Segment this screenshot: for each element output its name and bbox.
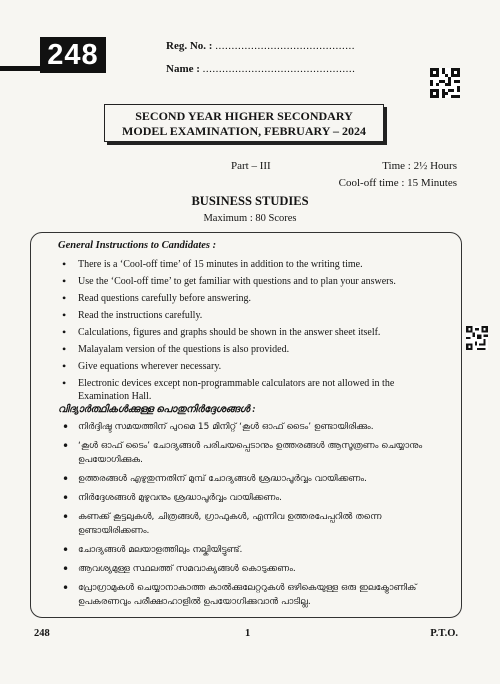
- maximum-score: Maximum : 80 Scores: [203, 213, 297, 224]
- reg-no-field: [166, 40, 355, 52]
- instructions-heading-ml: വിദ്യാർത്ഥികൾക്കുള്ള പൊതുനിർദ്ദേശങ്ങൾ :: [58, 404, 256, 415]
- instruction-item: • Use the ‘Cool-off time’ to get familiar with questions and to plan your answers.: [58, 275, 440, 288]
- instruction-item-ml: • ഉത്തരങ്ങൾ എഴുതുന്നതിന് മുമ്പ് ചോദ്യങ്ങൾ ശ്രദ്ധാപൂർവ്വം വായിക്കണം.: [58, 472, 440, 486]
- page-number: 1: [245, 628, 251, 639]
- instruction-item-ml: • ചോദ്യങ്ങൾ മലയാളത്തിലും നല്കിയിട്ടുണ്ട്.: [58, 543, 440, 557]
- instruction-item: • Malayalam version of the questions is also provided.: [58, 343, 440, 356]
- name-field: [166, 63, 355, 75]
- exam-part: Part – III: [231, 160, 271, 172]
- reg-no-dots: ...........................................: [215, 40, 355, 52]
- subject-title: BUSINESS STUDIES: [191, 194, 309, 208]
- qr-code-icon: [466, 326, 488, 350]
- instructions-list-ml: [58, 420, 440, 614]
- reg-no-label: Reg. No. :: [166, 40, 213, 52]
- instruction-item-ml: • ആവശ്യമുള്ള സ്ഥലത്ത് സമവാക്യങ്ങൾ കൊടുക്കണം.: [58, 562, 440, 576]
- instruction-item: • There is a ‘Cool-off time’ of 15 minutes in addition to the writing time.: [58, 258, 440, 271]
- name-label: Name :: [166, 63, 200, 75]
- exam-time: Time : 2½ Hours: [382, 160, 457, 172]
- instructions-list-en: [58, 258, 440, 407]
- margin-bar: [0, 66, 40, 71]
- qr-code-icon: [430, 68, 460, 98]
- instruction-item: • Electronic devices except non-programmable calculators are not allowed in the Examination Hall.: [58, 377, 440, 403]
- instruction-item: • Read the instructions carefully.: [58, 309, 440, 322]
- instruction-item-ml: • പ്രോഗ്രാമുകൾ ചെയ്യാനാകാത്ത കാൽക്കുലേറ്ററുകൾ ഒഴികെയുള്ള ഒരു ഇലക്ട്രോണിക് ഉപകരണവും പരീക്ഷാഹാളിൽ ഉപയോഗിക്കുവാൻ പാടില്ല.: [58, 581, 440, 609]
- pto-label: P.T.O.: [430, 628, 458, 639]
- instructions-heading-en: General Instructions to Candidates :: [58, 240, 217, 251]
- exam-title-line2: MODEL EXAMINATION, FEBRUARY – 2024: [122, 124, 366, 138]
- instruction-item-ml: • നിർദ്ദിഷ്ട സമയത്തിന് പുറമെ 15 മിനിറ്റ് ‘കൂൾ ഓഫ് ടൈം’ ഉണ്ടായിരിക്കും.: [58, 420, 440, 434]
- instruction-item: • Calculations, figures and graphs should be shown in the answer sheet itself.: [58, 326, 440, 339]
- instruction-item: • Read questions carefully before answering.: [58, 292, 440, 305]
- cool-off-time: Cool-off time : 15 Minutes: [338, 177, 457, 189]
- instruction-item-ml: • കണക്ക് കൂട്ടലുകൾ, ചിത്രങ്ങൾ, ഗ്രാഫുകൾ, എന്നിവ ഉത്തരപേപ്പറിൽ തന്നെ ഉണ്ടായിരിക്കണം.: [58, 510, 440, 538]
- exam-title-line1: SECOND YEAR HIGHER SECONDARY: [135, 109, 353, 123]
- question-code: 248: [40, 37, 106, 73]
- instruction-item: • Give equations wherever necessary.: [58, 360, 440, 373]
- footer-code: 248: [34, 628, 50, 639]
- instruction-item-ml: • ‘കൂൾ ഓഫ് ടൈം’ ചോദ്യങ്ങൾ പരിചയപ്പെടാനും ഉത്തരങ്ങൾ ആസൂത്രണം ചെയ്യാനും ഉപയോഗിക്കുക.: [58, 439, 440, 467]
- exam-title-box: [104, 104, 384, 142]
- name-dots: ...............................................: [202, 63, 356, 75]
- instruction-item-ml: • നിർദ്ദേശങ്ങൾ മുഴുവനും ശ്രദ്ധാപൂർവ്വം വായിക്കണം.: [58, 491, 440, 505]
